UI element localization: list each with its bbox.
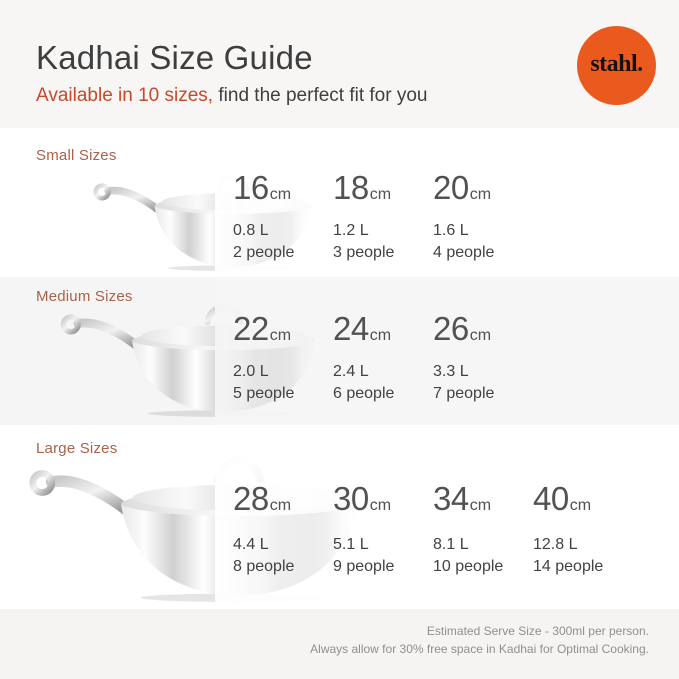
serves-value: 3 people xyxy=(333,244,395,261)
size-option-26cm xyxy=(433,312,533,403)
size-value: 30cm xyxy=(333,480,392,517)
capacity-value: 1.2 L xyxy=(333,222,369,239)
large-sizes-label: Large Sizes xyxy=(36,440,118,457)
medium-sizes-columns xyxy=(233,312,533,403)
size-value: 16cm xyxy=(233,169,292,206)
size-option-34cm xyxy=(433,482,533,576)
size-option-30cm xyxy=(333,482,433,576)
size-option-18cm xyxy=(333,171,433,262)
capacity-value: 3.3 L xyxy=(433,363,469,380)
small-sizes-label: Small Sizes xyxy=(36,147,117,164)
size-option-28cm xyxy=(233,482,333,576)
serves-value: 4 people xyxy=(433,244,495,261)
stahl-logo-text: stahl. xyxy=(590,51,643,77)
size-option-22cm xyxy=(233,312,333,403)
size-value: 22cm xyxy=(233,310,292,347)
size-option-20cm xyxy=(433,171,533,262)
serves-value: 8 people xyxy=(233,558,295,575)
footer-notes xyxy=(310,622,649,658)
capacity-value: 2.0 L xyxy=(233,363,269,380)
capacity-value: 1.6 L xyxy=(433,222,469,239)
large-sizes-columns xyxy=(233,482,633,576)
size-option-40cm xyxy=(533,482,633,576)
capacity-value: 8.1 L xyxy=(433,536,469,553)
size-value: 40cm xyxy=(533,480,592,517)
stahl-logo xyxy=(577,26,656,105)
size-value: 34cm xyxy=(433,480,492,517)
serves-value: 14 people xyxy=(533,558,604,575)
capacity-value: 12.8 L xyxy=(533,536,578,553)
capacity-value: 2.4 L xyxy=(333,363,369,380)
size-value: 18cm xyxy=(333,169,392,206)
serves-value: 9 people xyxy=(333,558,395,575)
page-subtitle xyxy=(36,85,427,107)
capacity-value: 4.4 L xyxy=(233,536,269,553)
serves-value: 2 people xyxy=(233,244,295,261)
small-sizes-columns xyxy=(233,171,533,262)
subtitle-highlight: Available in 10 sizes, xyxy=(36,85,214,106)
subtitle-rest: find the perfect fit for you xyxy=(213,85,428,106)
capacity-value: 5.1 L xyxy=(333,536,369,553)
size-option-24cm xyxy=(333,312,433,403)
serves-value: 10 people xyxy=(433,558,504,575)
size-value: 26cm xyxy=(433,310,492,347)
page-title: Kadhai Size Guide xyxy=(36,39,313,76)
free-space-note: Always allow for 30% free space in Kadhai for Optimal Cooking. xyxy=(310,642,649,656)
serves-value: 6 people xyxy=(333,385,395,402)
serve-size-note: Estimated Serve Size - 300ml per person. xyxy=(426,624,649,638)
size-value: 28cm xyxy=(233,480,292,517)
capacity-value: 0.8 L xyxy=(233,222,269,239)
size-value: 20cm xyxy=(433,169,492,206)
serves-value: 5 people xyxy=(233,385,295,402)
size-value: 24cm xyxy=(333,310,392,347)
serves-value: 7 people xyxy=(433,385,495,402)
medium-sizes-label: Medium Sizes xyxy=(36,288,133,305)
size-option-16cm xyxy=(233,171,333,262)
